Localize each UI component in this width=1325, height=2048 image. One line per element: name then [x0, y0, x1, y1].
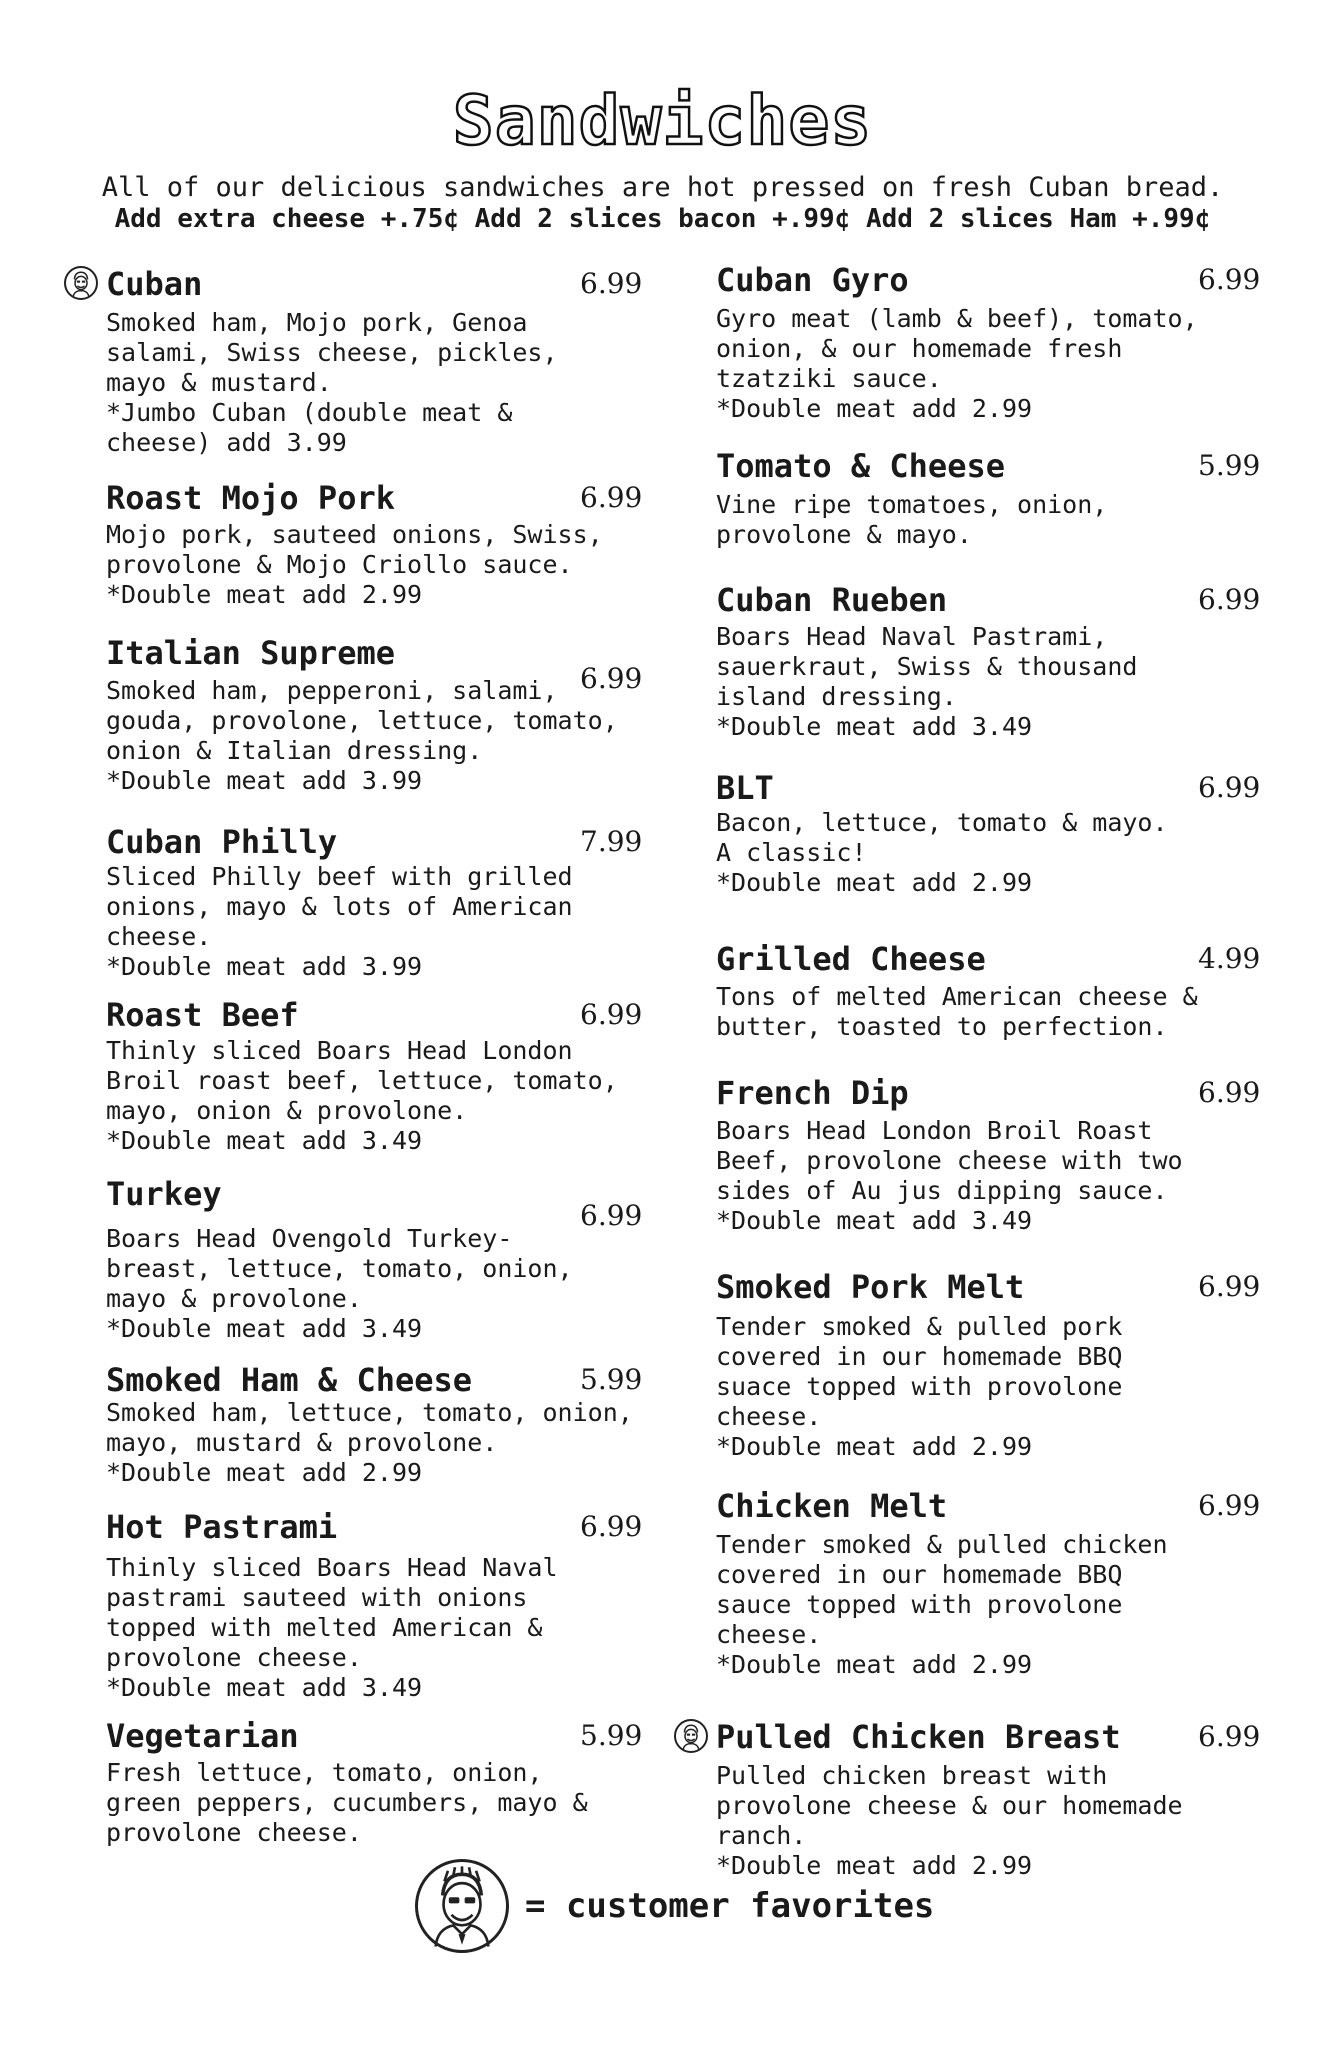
item-description-line: *Double meat add 3.49 — [716, 712, 1033, 741]
item-description-line: Thinly sliced Boars Head Naval — [106, 1553, 558, 1582]
item-name-tomato-cheese: Tomato & Cheese — [716, 447, 1005, 485]
item-description-line: *Double meat add 3.99 — [106, 766, 423, 795]
item-name-turkey: Turkey — [106, 1175, 222, 1213]
item-description-line: Smoked ham, Mojo pork, Genoa — [106, 308, 528, 337]
item-description-line: cheese. — [106, 922, 212, 951]
legend-label: = customer favorites — [525, 1886, 935, 1926]
item-price-cuban-rueben: 6.99 — [1198, 583, 1261, 616]
subtitle-addons: Add extra cheese +.75¢ Add 2 slices bacon +.99¢ Add 2 slices Ham +.99¢ — [114, 204, 1211, 234]
chef-face-icon — [415, 1859, 509, 1953]
item-description-line: Tons of melted American cheese & — [716, 982, 1198, 1011]
item-name-vegetarian: Vegetarian — [106, 1717, 299, 1755]
item-description-line: Beef, provolone cheese with two — [716, 1146, 1183, 1175]
item-description-pulled-chicken-breast — [716, 1761, 1276, 1881]
item-name-pulled-chicken-breast: Pulled Chicken Breast — [716, 1718, 1121, 1756]
item-price-cuban-gyro: 6.99 — [1198, 263, 1261, 296]
item-name-french-dip: French Dip — [716, 1074, 909, 1112]
item-description-line: *Double meat add 2.99 — [716, 1432, 1033, 1461]
item-description-line: covered in our homemade BBQ — [716, 1342, 1123, 1371]
item-name-chicken-melt: Chicken Melt — [716, 1487, 948, 1525]
item-description-smoked-pork-melt — [716, 1312, 1276, 1462]
item-description-line: provolone cheese. — [106, 1818, 362, 1847]
item-description-line: Mojo pork, sauteed onions, Swiss, — [106, 520, 603, 549]
item-description-line: mayo, onion & provolone. — [106, 1096, 468, 1125]
item-description-line: Boars Head London Broil Roast — [716, 1116, 1153, 1145]
item-name-cuban: Cuban — [106, 265, 203, 303]
item-name-blt: BLT — [716, 769, 774, 807]
item-description-line: breast, lettuce, tomato, onion, — [106, 1254, 573, 1283]
item-description-line: provolone & mayo. — [716, 520, 972, 549]
item-description-line: Vine ripe tomatoes, onion, — [716, 490, 1108, 519]
item-description-line: Tender smoked & pulled pork — [716, 1312, 1123, 1341]
item-description-line: topped with melted American & — [106, 1613, 543, 1642]
item-price-smoked-ham-cheese: 5.99 — [580, 1363, 643, 1396]
item-description-line: mayo & provolone. — [106, 1284, 362, 1313]
item-price-blt: 6.99 — [1198, 771, 1261, 804]
item-description-line: ranch. — [716, 1821, 807, 1850]
item-description-smoked-ham-cheese — [106, 1398, 666, 1488]
item-description-line: butter, toasted to perfection. — [716, 1012, 1168, 1041]
item-description-line: *Jumbo Cuban (double meat & — [106, 398, 513, 427]
item-description-line: Bacon, lettuce, tomato & mayo. — [716, 808, 1168, 837]
item-description-line: Smoked ham, lettuce, tomato, onion, — [106, 1398, 633, 1427]
item-name-italian-supreme: Italian Supreme — [106, 634, 395, 672]
item-description-chicken-melt — [716, 1530, 1276, 1680]
item-description-line: *Double meat add 2.99 — [106, 1458, 423, 1487]
item-description-line: onions, mayo & lots of American — [106, 892, 573, 921]
page-title: Sandwiches — [452, 82, 873, 161]
item-price-cuban-philly: 7.99 — [580, 825, 643, 858]
item-description-line: provolone cheese & our homemade — [716, 1791, 1183, 1820]
item-name-smoked-ham-cheese: Smoked Ham & Cheese — [106, 1361, 473, 1399]
item-description-cuban-gyro — [716, 304, 1276, 424]
item-name-roast-mojo-pork: Roast Mojo Pork — [106, 479, 395, 517]
item-description-line: A classic! — [716, 838, 867, 867]
item-description-line: *Double meat add 2.99 — [106, 580, 423, 609]
item-name-roast-beef: Roast Beef — [106, 996, 299, 1034]
item-description-line: *Double meat add 3.49 — [106, 1126, 423, 1155]
item-description-line: salami, Swiss cheese, pickles, — [106, 338, 558, 367]
item-name-hot-pastrami: Hot Pastrami — [106, 1508, 338, 1546]
item-name-cuban-gyro: Cuban Gyro — [716, 261, 909, 299]
item-name-cuban-rueben: Cuban Rueben — [716, 581, 948, 619]
item-name-cuban-philly: Cuban Philly — [106, 823, 338, 861]
item-description-line: sauerkraut, Swiss & thousand — [716, 652, 1138, 681]
item-description-line: onion, & our homemade fresh — [716, 334, 1123, 363]
item-price-roast-beef: 6.99 — [580, 998, 643, 1031]
item-description-line: green peppers, cucumbers, mayo & — [106, 1788, 588, 1817]
item-description-cuban-philly — [106, 862, 666, 982]
item-description-hot-pastrami — [106, 1553, 666, 1703]
item-description-line: *Double meat add 2.99 — [716, 868, 1033, 897]
item-description-french-dip — [716, 1116, 1276, 1236]
item-description-line: provolone & Mojo Criollo sauce. — [106, 550, 573, 579]
item-description-line: Broil roast beef, lettuce, tomato, — [106, 1066, 618, 1095]
item-description-line: *Double meat add 2.99 — [716, 1650, 1033, 1679]
item-description-roast-mojo-pork — [106, 520, 666, 610]
item-price-roast-mojo-pork: 6.99 — [580, 481, 643, 514]
item-name-grilled-cheese: Grilled Cheese — [716, 940, 986, 978]
item-description-line: Fresh lettuce, tomato, onion, — [106, 1758, 543, 1787]
item-description-line: mayo & mustard. — [106, 368, 332, 397]
item-description-line: *Double meat add 3.99 — [106, 952, 423, 981]
item-description-grilled-cheese — [716, 982, 1276, 1042]
item-description-line: suace topped with provolone — [716, 1372, 1123, 1401]
item-description-line: cheese) add 3.99 — [106, 428, 347, 457]
item-name-smoked-pork-melt: Smoked Pork Melt — [716, 1268, 1025, 1306]
item-description-line: Smoked ham, pepperoni, salami, — [106, 676, 558, 705]
item-description-vegetarian — [106, 1758, 666, 1848]
item-description-line: mayo, mustard & provolone. — [106, 1428, 498, 1457]
item-price-vegetarian: 5.99 — [580, 1719, 643, 1752]
item-description-line: island dressing. — [716, 682, 957, 711]
item-description-blt — [716, 808, 1276, 898]
item-price-french-dip: 6.99 — [1198, 1076, 1261, 1109]
item-price-hot-pastrami: 6.99 — [580, 1510, 643, 1543]
item-description-line: gouda, provolone, lettuce, tomato, — [106, 706, 618, 735]
item-description-line: Pulled chicken breast with — [716, 1761, 1108, 1790]
item-description-italian-supreme — [106, 676, 666, 796]
subtitle-bread: All of our delicious sandwiches are hot pressed on fresh Cuban bread. — [101, 172, 1224, 203]
item-price-smoked-pork-melt: 6.99 — [1198, 1270, 1261, 1303]
item-description-line: *Double meat add 2.99 — [716, 1851, 1033, 1880]
item-description-line: Tender smoked & pulled chicken — [716, 1530, 1168, 1559]
item-description-tomato-cheese — [716, 490, 1276, 550]
item-description-line: sauce topped with provolone — [716, 1590, 1123, 1619]
item-price-italian-supreme: 6.99 — [580, 662, 643, 695]
item-description-line: Boars Head Ovengold Turkey- — [106, 1224, 513, 1253]
item-description-line: Sliced Philly beef with grilled — [106, 862, 573, 891]
item-description-cuban — [106, 308, 666, 458]
item-description-line: covered in our homemade BBQ — [716, 1560, 1123, 1589]
item-description-line: tzatziki sauce. — [716, 364, 942, 393]
item-description-line: Thinly sliced Boars Head London — [106, 1036, 573, 1065]
item-description-line: cheese. — [716, 1620, 822, 1649]
item-description-turkey — [106, 1224, 666, 1344]
item-price-tomato-cheese: 5.99 — [1198, 449, 1261, 482]
item-price-grilled-cheese: 4.99 — [1198, 942, 1261, 975]
item-description-line: *Double meat add 2.99 — [716, 394, 1033, 423]
item-description-cuban-rueben — [716, 622, 1276, 742]
item-price-chicken-melt: 6.99 — [1198, 1489, 1261, 1522]
item-price-pulled-chicken-breast: 6.99 — [1198, 1720, 1261, 1753]
item-description-line: sides of Au jus dipping sauce. — [716, 1176, 1168, 1205]
item-description-line: cheese. — [716, 1402, 822, 1431]
item-description-line: Gyro meat (lamb & beef), tomato, — [716, 304, 1198, 333]
item-price-turkey: 6.99 — [580, 1199, 643, 1232]
item-description-line: *Double meat add 3.49 — [716, 1206, 1033, 1235]
item-price-cuban: 6.99 — [580, 267, 643, 300]
item-description-line: *Double meat add 3.49 — [106, 1314, 423, 1343]
item-description-line: onion & Italian dressing. — [106, 736, 483, 765]
item-description-roast-beef — [106, 1036, 666, 1156]
item-description-line: *Double meat add 3.49 — [106, 1673, 423, 1702]
item-description-line: Boars Head Naval Pastrami, — [716, 622, 1108, 651]
item-description-line: provolone cheese. — [106, 1643, 362, 1672]
item-description-line: pastrami sauteed with onions — [106, 1583, 528, 1612]
favorite-chef-icon — [674, 1719, 708, 1753]
favorite-chef-icon — [64, 266, 98, 300]
